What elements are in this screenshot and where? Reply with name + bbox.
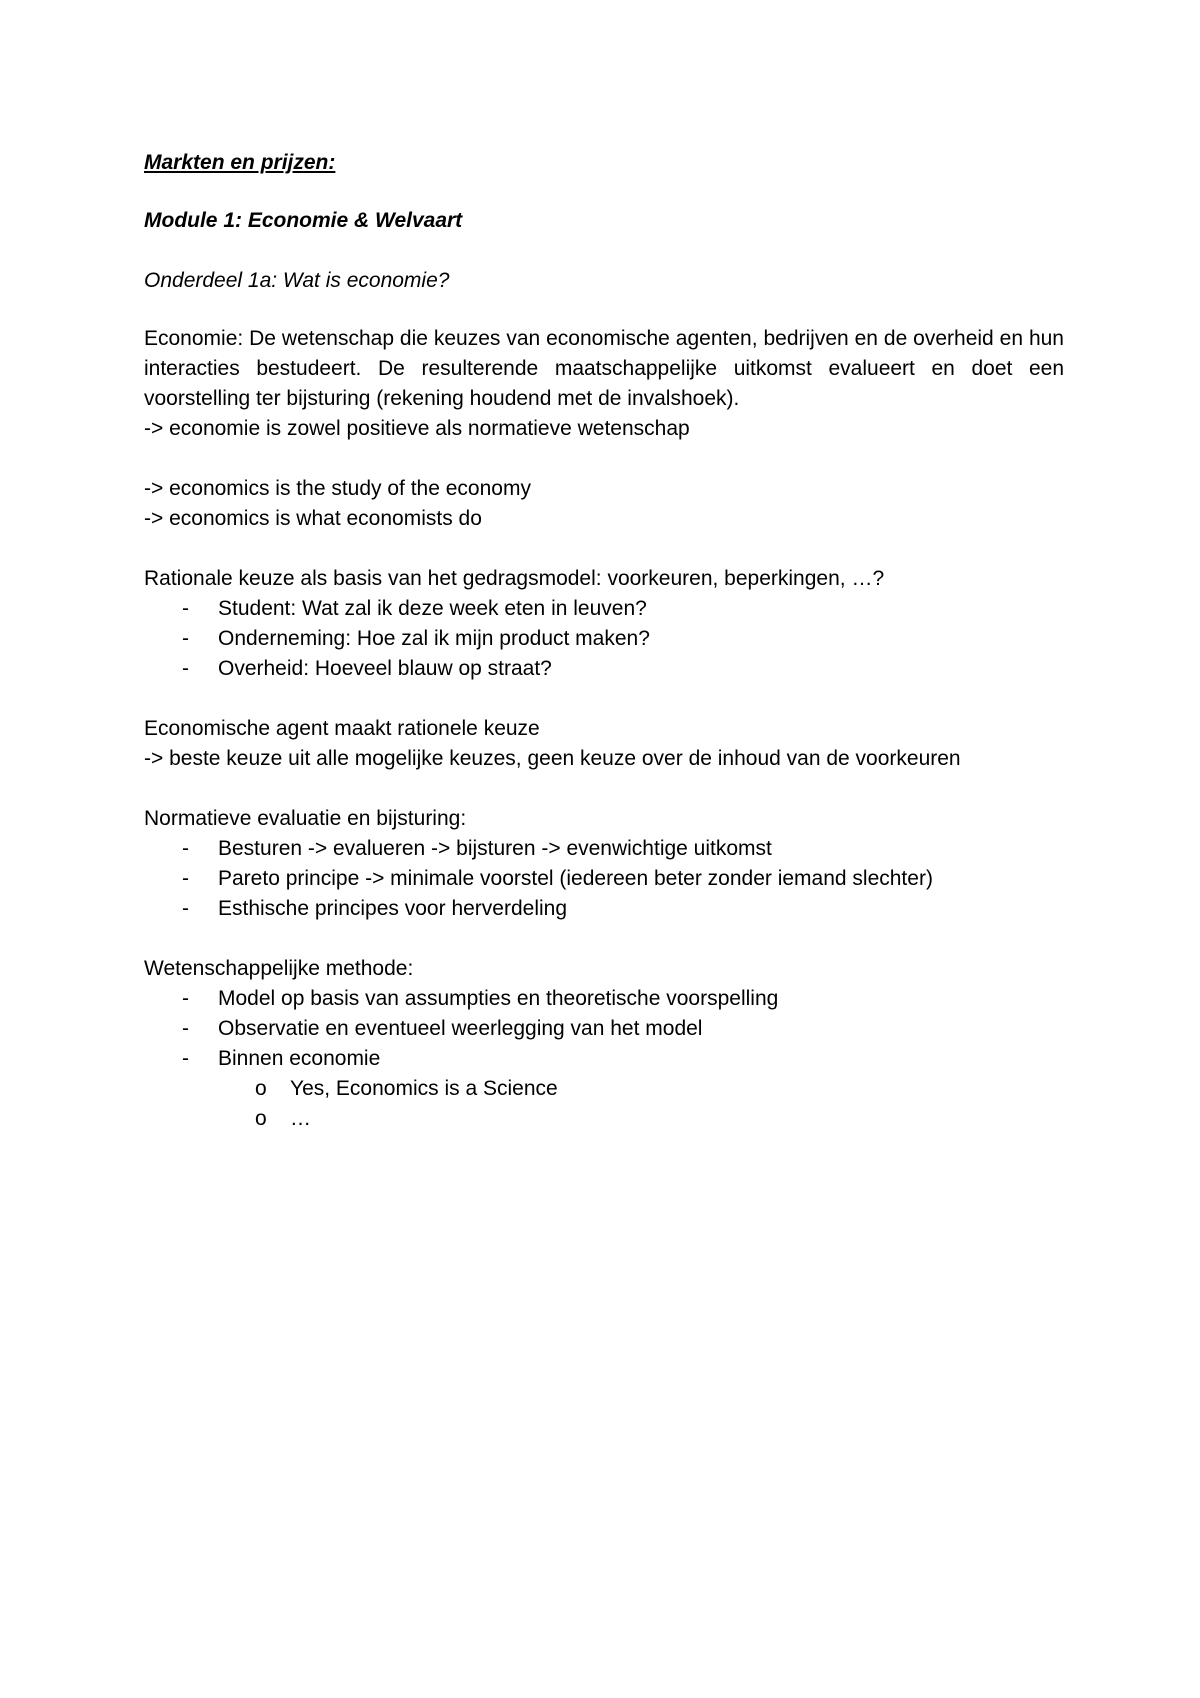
circle-bullet: o xyxy=(255,1077,267,1100)
sublist-item-text: Yes, Economics is a Science xyxy=(290,1077,558,1100)
dash-bullet: - xyxy=(182,987,189,1010)
sublist-item xyxy=(144,1074,1064,1104)
sublist-item-text: … xyxy=(290,1107,311,1130)
agent-block xyxy=(144,714,1064,774)
method-sublist xyxy=(144,1074,1064,1134)
agent-line: -> beste keuze uit alle mogelijke keuzes, geen keuze over de inhoud van de voorkeuren xyxy=(144,747,961,770)
method-block xyxy=(144,954,1064,1134)
normative-block xyxy=(144,804,1064,924)
dash-bullet: - xyxy=(182,1047,189,1070)
list-item xyxy=(144,894,1064,924)
dash-bullet: - xyxy=(182,867,189,890)
section-heading: Onderdeel 1a: Wat is economie? xyxy=(144,269,450,292)
rational-choice-heading: Rationale keuze als basis van het gedragsmodel: voorkeuren, beperkingen, …? xyxy=(144,567,885,590)
rational-choice-block xyxy=(144,564,1064,684)
document-title: Markten en prijzen: xyxy=(144,151,336,174)
sublist-item xyxy=(144,1104,1064,1134)
dash-bullet: - xyxy=(182,897,189,920)
positive-normative-line: -> economie is zowel positieve als normatieve wetenschap xyxy=(144,417,690,440)
document-page xyxy=(144,136,1064,1134)
economics-lines xyxy=(144,474,1064,534)
list-item xyxy=(144,864,1064,894)
list-item xyxy=(144,654,1064,684)
normative-heading: Normatieve evaluatie en bijsturing: xyxy=(144,807,467,830)
definition-paragraph: Economie: De wetenschap die keuzes van economische agenten, bedrijven en de overheid en hun interacties bestudeert. De resulterende maatschappelijke uitkomst evalueert en doet een voorstelling ter bijsturing (rekening houdend met de invalshoek). xyxy=(144,327,1064,410)
dash-bullet: - xyxy=(182,837,189,860)
list-item-text: Esthische principes voor herverdeling xyxy=(218,897,568,920)
module-heading: Module 1: Economie & Welvaart xyxy=(144,209,463,232)
circle-bullet: o xyxy=(255,1107,267,1130)
dash-bullet: - xyxy=(182,657,189,680)
dash-bullet: - xyxy=(182,597,189,620)
dash-bullet: - xyxy=(182,627,189,650)
list-item-text: Besturen -> evalueren -> bijsturen -> evenwichtige uitkomst xyxy=(218,837,772,860)
list-item xyxy=(144,624,1064,654)
list-item xyxy=(144,984,1064,1014)
list-item xyxy=(144,594,1064,624)
agent-line: Economische agent maakt rationele keuze xyxy=(144,717,540,740)
economics-line: -> economics is the study of the economy xyxy=(144,477,531,500)
list-item-text: Onderneming: Hoe zal ik mijn product maken? xyxy=(218,627,650,650)
list-item-text: Student: Wat zal ik deze week eten in leuven? xyxy=(218,597,647,620)
normative-list xyxy=(144,834,1064,924)
list-item-text: Observatie en eventueel weerlegging van het model xyxy=(218,1017,703,1040)
method-heading: Wetenschappelijke methode: xyxy=(144,957,414,980)
list-item-text: Pareto principe -> minimale voorstel (iedereen beter zonder iemand slechter) xyxy=(218,867,933,890)
list-item-text: Model op basis van assumpties en theoretische voorspelling xyxy=(218,987,779,1010)
list-item xyxy=(144,1044,1064,1074)
list-item xyxy=(144,1014,1064,1044)
dash-bullet: - xyxy=(182,1017,189,1040)
economics-line: -> economics is what economists do xyxy=(144,507,482,530)
list-item-text: Overheid: Hoeveel blauw op straat? xyxy=(218,657,552,680)
method-list xyxy=(144,984,1064,1074)
rational-choice-list xyxy=(144,594,1064,684)
list-item-text: Binnen economie xyxy=(218,1047,381,1070)
list-item xyxy=(144,834,1064,864)
